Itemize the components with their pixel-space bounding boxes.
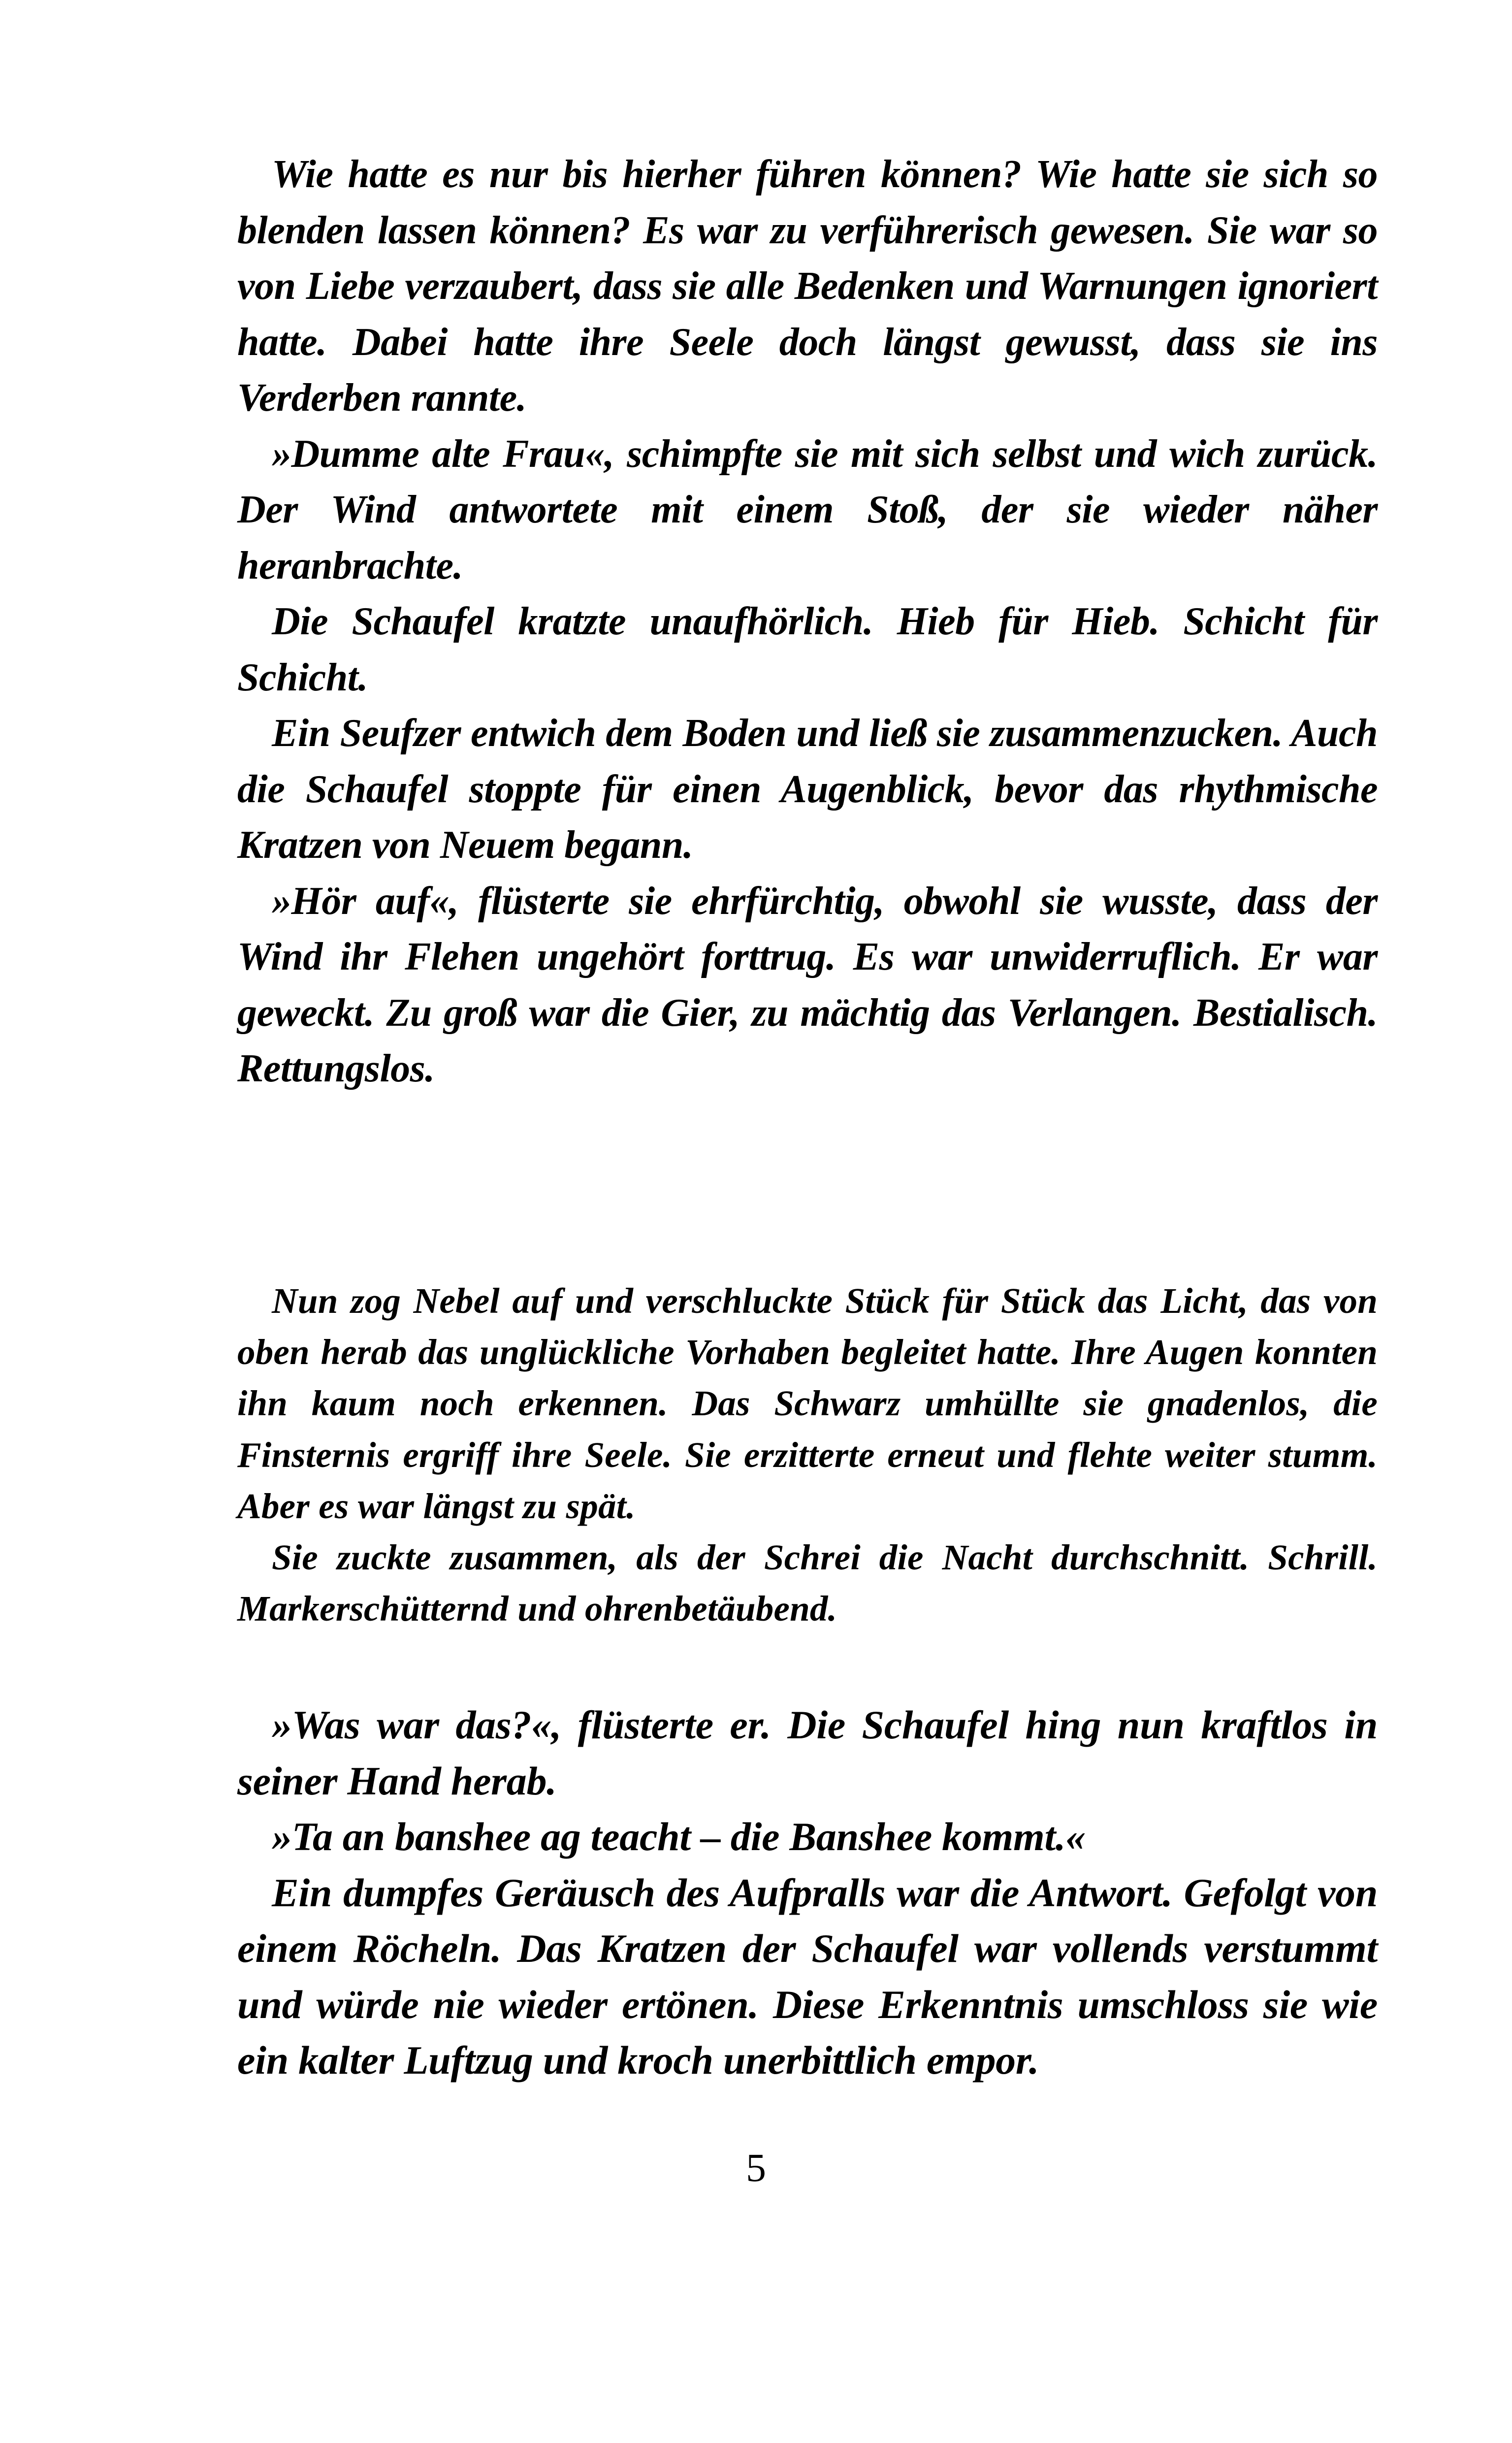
page-number: 5 bbox=[746, 2145, 766, 2190]
paragraph: »Ta an banshee ag teacht – die Banshee kommt.« bbox=[272, 1814, 1086, 1859]
paragraph: Nun zog Nebel auf und verschluckte Stück für Stück das Licht, das von oben herab das unglückliche Vorhaben begleitet hatte. Ihre Augen konnten ihn kaum noch erkennen. Das Schwarz umhüllte sie gnadenlos, die Finsternis ergriff ihre Seele. Sie erzitterte erneut und flehte weiter stumm. Aber es war längst zu spät. bbox=[237, 1281, 1378, 1526]
paragraph: Sie zuckte zusammen, als der Schrei die Nacht durchschnitt. Schrill. Markerschütternd und ohrenbetäubend. bbox=[237, 1537, 1378, 1629]
paragraph: Wie hatte es nur bis hierher führen können? Wie hatte sie sich so blenden lassen können? Es war zu verführerisch gewesen. Sie war so von Liebe verzaubert, dass sie alle Bedenken und Warnungen ignoriert hatte. Dabei hatte ihre Seele doch längst gewusst, dass sie ins Verderben rannte. bbox=[237, 153, 1378, 420]
story-text-section-3 bbox=[237, 1697, 1378, 2088]
paragraph: Die Schaufel kratzte unaufhörlich. Hieb für Hieb. Schicht für Schicht. bbox=[237, 600, 1378, 699]
paragraph: »Dumme alte Frau«, schimpfte sie mit sich selbst und wich zurück. Der Wind antwortete mit einem Stoß, der sie wieder näher heranbrachte. bbox=[237, 432, 1378, 587]
paragraph: »Was war das?«, flüsterte er. Die Schaufel hing nun kraftlos in seiner Hand herab. bbox=[237, 1702, 1378, 1803]
paragraph: Ein Seufzer entwich dem Boden und ließ sie zusammenzucken. Auch die Schaufel stoppte für einen Augenblick, bevor das rhythmische Kratzen von Neuem begann. bbox=[237, 712, 1378, 867]
paragraph: »Hör auf«, flüsterte sie ehrfürchtig, obwohl sie wusste, dass der Wind ihr Flehen ungehört forttrug. Es war unwiderruflich. Er war geweckt. Zu groß war die Gier, zu mächtig das Verlangen. Bestialisch. Rettungslos. bbox=[237, 879, 1378, 1090]
story-text-section-1 bbox=[237, 147, 1378, 1097]
story-text-section-2 bbox=[237, 1275, 1378, 1634]
paragraph: Ein dumpfes Geräusch des Aufpralls war die Antwort. Gefolgt von einem Röcheln. Das Kratzen der Schaufel war vollends verstummt und würde nie wieder ertönen. Diese Erkenntnis umschloss sie wie ein kalter Luftzug und kroch unerbittlich empor. bbox=[237, 1870, 1378, 2083]
